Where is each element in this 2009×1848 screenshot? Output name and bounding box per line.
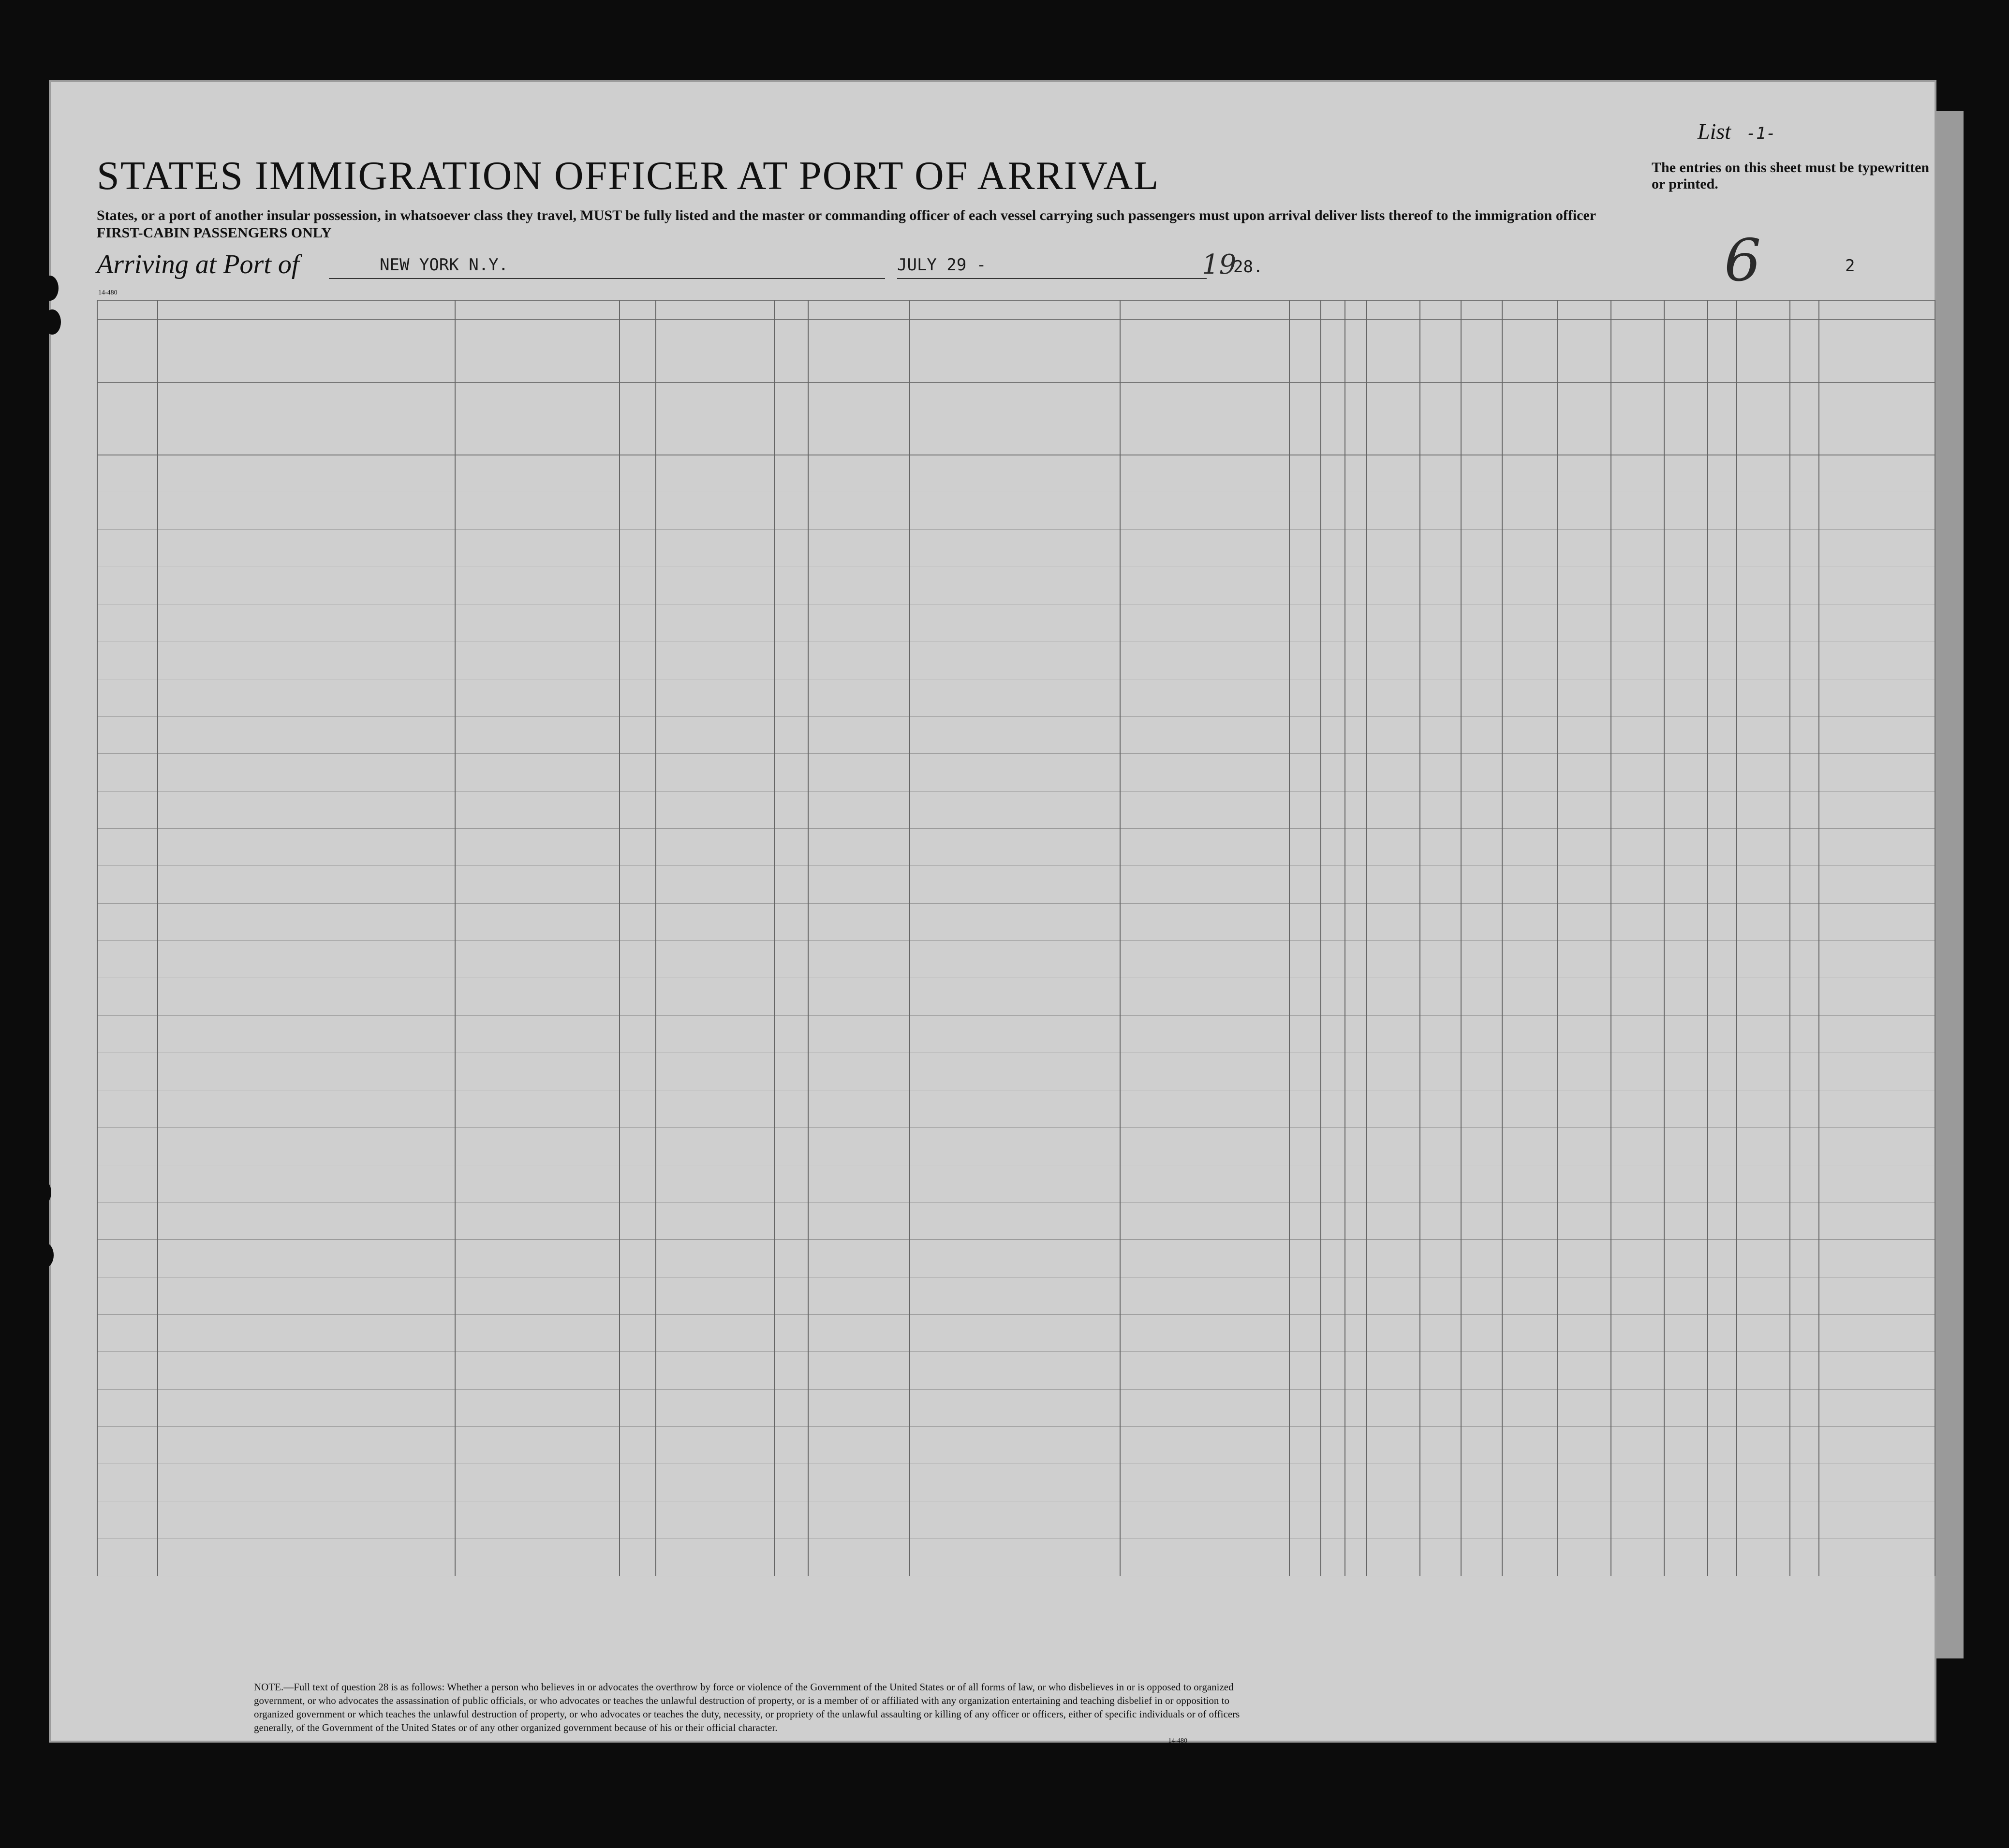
row-line — [97, 791, 1935, 792]
binder-hole — [36, 1243, 54, 1268]
list-number — [1698, 118, 1776, 144]
binder-hole — [41, 276, 59, 301]
footnote-code: 14-480 — [1168, 1737, 1187, 1745]
rule-line — [97, 300, 1935, 301]
column-line — [619, 300, 620, 1576]
instructions-line-1: States, or a port of another insular possession, in whatsoever class they travel, MUST be fully listed and the master or commanding officer of each vessel carrying such passengers must upon arrival deliver lists thereof to the immigration officer — [97, 207, 1596, 223]
row-line — [97, 940, 1935, 941]
date-line — [897, 278, 1207, 279]
row-line — [97, 903, 1935, 904]
column-line — [1344, 300, 1345, 1576]
row-line — [97, 1314, 1935, 1315]
arriving-label: Arriving at Port of — [97, 249, 299, 279]
date-value: JULY 29 - — [897, 255, 987, 275]
column-line — [909, 300, 910, 1576]
row-line — [97, 1389, 1935, 1390]
sheet-number: 6 — [1724, 227, 1761, 294]
column-line — [1502, 300, 1503, 1576]
row-line — [97, 1351, 1935, 1352]
column-line — [1461, 300, 1462, 1576]
column-line — [1557, 300, 1558, 1576]
year-suffix: 28. — [1233, 257, 1263, 277]
row-line — [97, 1015, 1935, 1016]
row-line — [97, 1239, 1935, 1240]
row-line — [97, 1202, 1935, 1203]
column-line — [1736, 300, 1737, 1576]
column-line — [157, 300, 158, 1576]
row-line — [97, 865, 1935, 866]
page-title: STATES IMMIGRATION OFFICER AT PORT OF ARRIVAL — [97, 153, 1160, 198]
manifest-sheet — [51, 82, 1935, 1745]
footnote — [254, 1680, 1245, 1748]
column-line — [1366, 300, 1367, 1576]
form-code: 14-480 — [98, 289, 118, 296]
column-line — [774, 300, 775, 1576]
port-line — [329, 278, 885, 279]
column-line — [455, 300, 456, 1576]
column-line — [1664, 300, 1665, 1576]
row-line — [97, 828, 1935, 829]
rule-line — [97, 382, 1935, 383]
list-value: -1- — [1746, 124, 1776, 143]
column-line — [1289, 300, 1290, 1576]
manifest-table — [97, 300, 1935, 1658]
rule-line — [97, 319, 1935, 320]
column-line — [97, 300, 98, 1576]
binder-hole — [34, 1180, 51, 1205]
port-value: NEW YORK N.Y. — [380, 255, 509, 275]
instructions-line-2: FIRST-CABIN PASSENGERS ONLY — [97, 225, 332, 241]
row-line — [97, 753, 1935, 754]
column-line — [1419, 300, 1420, 1576]
column-line — [1120, 300, 1121, 1576]
column-line — [1818, 300, 1819, 1576]
column-line — [655, 300, 656, 1576]
row-line — [97, 1426, 1935, 1427]
row-line — [97, 1127, 1935, 1128]
column-line — [1789, 300, 1790, 1576]
footnote-text: NOTE.—Full text of question 28 is as follows: Whether a person who believes in or advocates the overthrow by force or violence of the Government of the United States or of all forms of law, or who disbelieves in or is opposed to organized government, or who advocates the assassination of public officials, or who advocates or teaches the unlawful destruction of property, or is a member of or affiliated with any organization entertaining and teaching disbelief in or opposition to organized government or which teaches the unlawful destruction of property, or who advocates or teaches the duty, necessity, or propriety of the unlawful assaulting or killing of any officer or officers, either of specific individuals or of officers generally, of the Government of the United States or of any other organized government because of his or their official character. — [254, 1681, 1240, 1733]
column-line — [1610, 300, 1611, 1576]
year-prefix: 19 — [1202, 249, 1237, 280]
list-label: List — [1698, 119, 1731, 144]
row-line — [97, 529, 1935, 530]
sheet-sub-number: 2 — [1845, 256, 1855, 276]
typewritten-note: The entries on this sheet must be typewritten or printed. — [1652, 160, 1930, 192]
column-line — [1707, 300, 1708, 1576]
instructions — [97, 207, 1669, 242]
column-line — [808, 300, 809, 1576]
row-line — [97, 716, 1935, 717]
column-line — [1320, 300, 1321, 1576]
binder-hole — [44, 309, 61, 335]
